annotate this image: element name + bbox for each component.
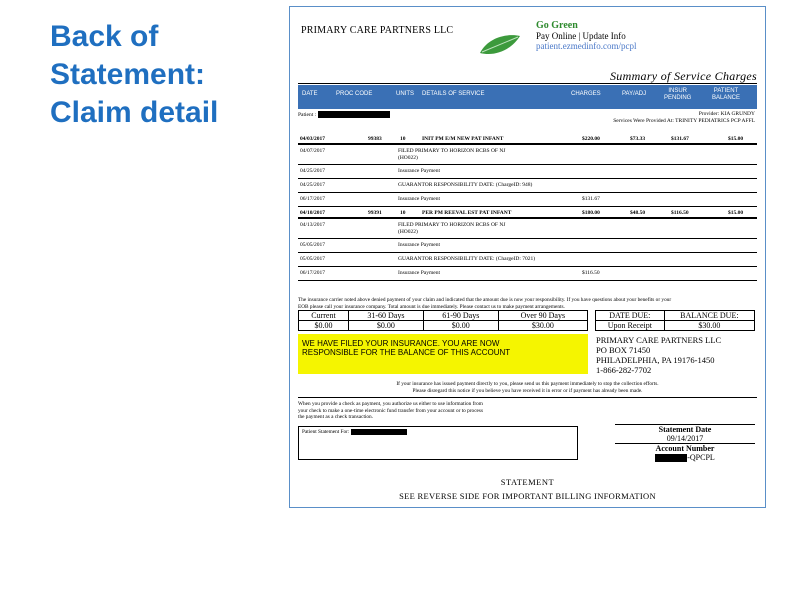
redacted-patient-name (351, 429, 407, 435)
redacted-patient-name (318, 111, 390, 118)
claim-main-row (298, 133, 757, 145)
charges: $220.00 (582, 136, 600, 142)
units: 10 (400, 136, 406, 142)
notice-line-1: The insurance carrier noted above denied payment of your claim and indicated that the amount due is now your responsibility. If you have questions about your benefits or your (298, 297, 672, 303)
check-authorization (298, 401, 548, 421)
service-date: 04/03/2017 (300, 136, 326, 142)
service-date: 04/10/2017 (300, 210, 326, 216)
remit-address (596, 335, 721, 375)
aging-current-label: Current (299, 311, 349, 321)
line-date: 05/05/2017 (300, 256, 326, 262)
aging-31-60-value: $0.00 (348, 321, 423, 331)
pay-adj: $48.50 (630, 210, 646, 216)
line-date: 06/17/2017 (300, 196, 326, 202)
claim-line (298, 145, 757, 165)
denial-notice (298, 297, 757, 310)
statement-document (289, 6, 766, 508)
remit-phone: 1-866-282-7702 (596, 365, 652, 375)
company-name: PRIMARY CARE PARTNERS LLC (301, 25, 454, 36)
redacted-account-number (655, 454, 687, 462)
patient-balance: $15.00 (728, 136, 744, 142)
insur-pending: $131.67 (671, 136, 689, 142)
account-number-label: Account Number (615, 443, 755, 453)
line-amount: $116.50 (582, 270, 600, 276)
go-green-block (536, 21, 636, 51)
statement-date-value: 09/14/2017 (666, 434, 704, 443)
check-auth-line-3: the payment as a check transaction. (298, 414, 374, 420)
line-date: 04/13/2017 (300, 222, 326, 228)
proc-code: 99391 (368, 210, 382, 216)
check-auth-line-2: your check to make a one-time electronic fund transfer from your account or to process (298, 407, 484, 414)
date-due-value: Upon Receipt (596, 321, 665, 331)
claim-line (298, 239, 757, 253)
claim-line (298, 253, 757, 267)
patient-balance: $15.00 (728, 210, 744, 216)
claim-line (298, 267, 757, 281)
date-due-label: DATE DUE: (596, 311, 665, 321)
direct-pay-line-1: If your insurance has issued payment directly to you, please send us this payment immediately to stop the collection efforts. (396, 381, 659, 387)
patient-statement-box (298, 426, 578, 460)
header-proc-code: PROC CODE (336, 91, 373, 97)
proc-code: 99383 (368, 136, 382, 142)
patient-label: Patient : (298, 111, 317, 118)
notice-line-2: EOB please call your insurance company. Total amount is due immediately. Please contact us to make payment arrangements. (298, 303, 565, 310)
provider-info (613, 111, 755, 125)
line-detail: GUARANTOR RESPONSIBILITY DATE: (ChargeID: 948) (398, 182, 533, 188)
aging-table (298, 310, 588, 331)
aging-61-90-label: 61-90 Days (423, 311, 498, 321)
aging-over-90-value: $30.00 (498, 321, 587, 331)
line-detail (398, 222, 505, 235)
footer-title: STATEMENT (500, 477, 555, 487)
go-green-title: Go Green (536, 20, 578, 31)
line-detail: Insurance Payment (398, 242, 440, 248)
header-insur: INSUR (668, 88, 687, 94)
header-patient: PATIENT (713, 88, 739, 94)
header-pay-adj: PAY/ADJ (622, 91, 647, 97)
leaf-icon (478, 33, 522, 59)
line-detail-text: FILED PRIMARY TO HORIZON BCBS OF NJ (398, 148, 506, 154)
responsibility-notice (298, 334, 588, 374)
statement-date-label: Statement Date (615, 424, 755, 434)
units: 10 (400, 210, 406, 216)
provider-name: Provider: KIA GRUNDY (698, 111, 755, 117)
service-detail: INIT PM E/M NEW PAT INFANT (422, 136, 504, 142)
service-lines (298, 133, 757, 281)
line-detail-text: FILED PRIMARY TO HORIZON BCBS OF NJ (398, 222, 506, 228)
header-balance: BALANCE (712, 95, 741, 101)
direct-pay-line-2: Please disregard this notice if you believe you have received it in error or if payment has already been made. (412, 387, 643, 394)
header-details: DETAILS OF SERVICE (422, 91, 485, 97)
responsibility-line-2: RESPONSIBLE FOR THE BALANCE OF THIS ACCOUNT (302, 348, 511, 357)
line-date: 04/07/2017 (300, 148, 326, 154)
header-date: DATE (302, 91, 318, 97)
due-table (595, 310, 755, 331)
summary-title: Summary of Service Charges (610, 69, 757, 83)
footer-subtitle: SEE REVERSE SIDE FOR IMPORTANT BILLING INFORMATION (399, 491, 656, 501)
header-units: UNITS (396, 91, 414, 97)
line-detail: GUARANTOR RESPONSIBILITY DATE: (ChargeID: 7021) (398, 256, 536, 262)
line-amount: $131.67 (582, 196, 600, 202)
patient-line (298, 111, 390, 118)
pay-online-links[interactable]: Pay Online | Update Info (536, 31, 626, 41)
slide-title: Back of Statement: Claim detail (50, 20, 219, 129)
check-auth-line-1: When you provide a check as payment, you authorize us either to use information from (298, 401, 483, 407)
account-suffix: -QPCPL (687, 453, 715, 462)
aging-current-value: $0.00 (299, 321, 349, 331)
line-detail (398, 148, 505, 161)
remit-name: PRIMARY CARE PARTNERS LLC (596, 335, 722, 345)
header-insur-pending (664, 88, 691, 102)
line-date: 06/17/2017 (300, 270, 326, 276)
line-detail-code: (HO022) (398, 228, 418, 235)
remit-po-box: PO BOX 71450 (596, 345, 651, 355)
line-detail: Insurance Payment (398, 270, 440, 276)
aging-over-90-label: Over 90 Days (498, 311, 587, 321)
summary-rule (298, 83, 757, 84)
direct-payment-notice (298, 381, 757, 394)
line-date: 04/25/2017 (300, 168, 326, 174)
remit-city: PHILADELPHIA, PA 19176-1450 (596, 355, 715, 365)
statement-info (615, 424, 755, 462)
insur-pending: $116.50 (671, 210, 689, 216)
account-number-value (615, 453, 755, 462)
service-detail: PER PM REEVAL EST PAT INFANT (422, 210, 512, 216)
line-detail-code: (HO022) (398, 154, 418, 161)
claim-line (298, 219, 757, 239)
balance-due-value: $30.00 (664, 321, 754, 331)
claim-main-row (298, 207, 757, 219)
responsibility-line-1: WE HAVE FILED YOUR INSURANCE. YOU ARE NOW (302, 339, 500, 348)
charges: $180.00 (582, 210, 600, 216)
aging-31-60-label: 31-60 Days (348, 311, 423, 321)
patient-statement-label: Patient Statement For: (302, 429, 350, 436)
header-charges: CHARGES (571, 91, 601, 97)
services-location: Services Were Provided At: TRINITY PEDIATRICS PCP AFFL (613, 118, 755, 124)
line-date: 04/25/2017 (300, 182, 326, 188)
claim-line (298, 179, 757, 193)
pay-adj: $73.33 (630, 136, 646, 142)
aging-61-90-value: $0.00 (423, 321, 498, 331)
header-patient-balance (712, 88, 740, 102)
line-detail: Insurance Payment (398, 196, 440, 202)
divider (298, 397, 757, 398)
header-pending: PENDING (664, 95, 692, 101)
balance-due-label: BALANCE DUE: (664, 311, 754, 321)
table-header (298, 85, 757, 109)
line-detail: Insurance Payment (398, 168, 440, 174)
claim-line (298, 165, 757, 179)
line-date: 05/05/2017 (300, 242, 326, 248)
portal-url[interactable]: patient.ezmedinfo.com/pcpl (536, 41, 637, 51)
claim-line (298, 193, 757, 207)
